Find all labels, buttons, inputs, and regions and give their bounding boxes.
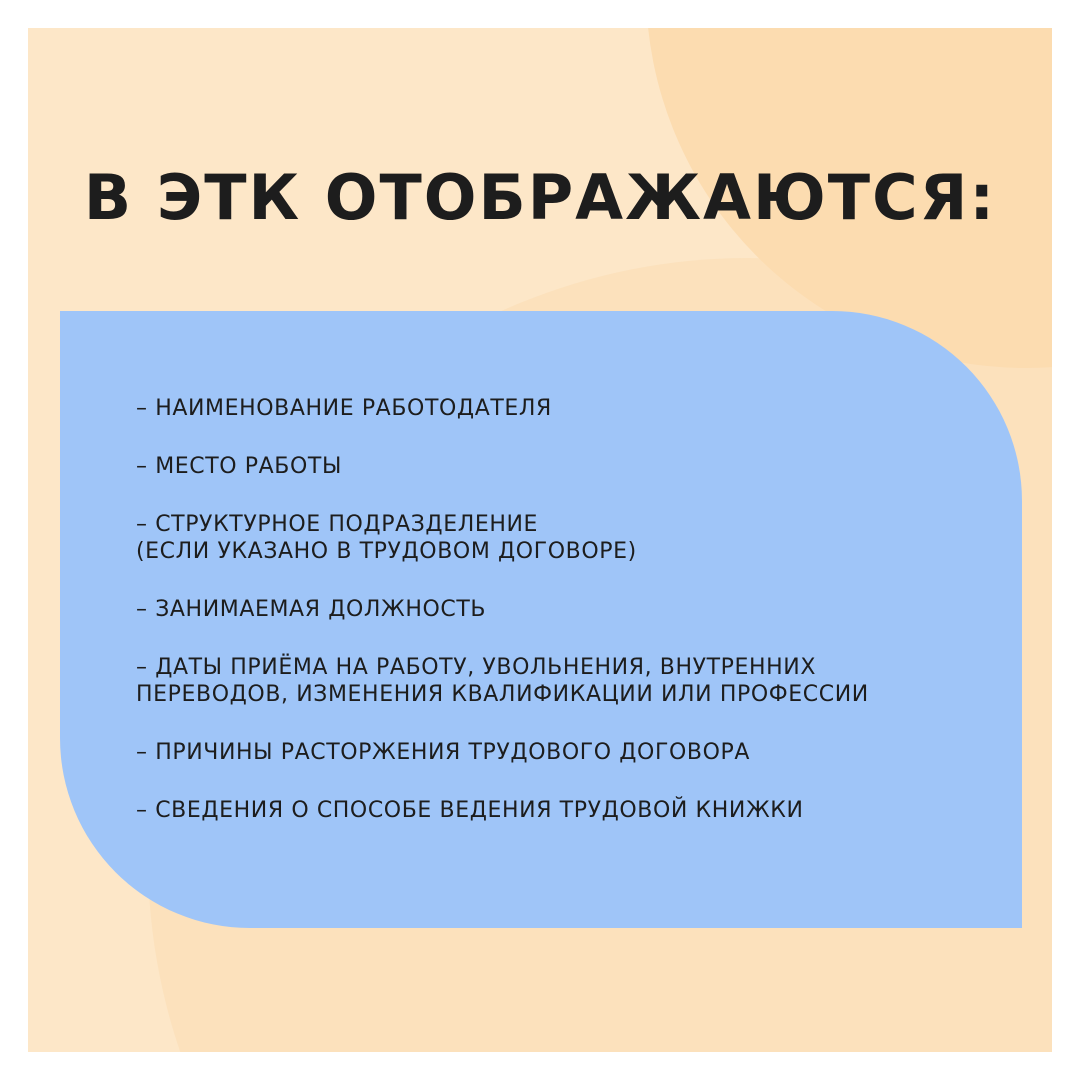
page-title: В ЭТК ОТОБРАЖАЮТСЯ:	[83, 161, 997, 234]
list-item: – НАИМЕНОВАНИЕ РАБОТОДАТЕЛЯ	[136, 396, 552, 421]
list-item: – ЗАНИМАЕМАЯ ДОЛЖНОСТЬ	[136, 597, 487, 622]
list-item: – СТРУКТУРНОЕ ПОДРАЗДЕЛЕНИЕ (ЕСЛИ УКАЗАНО В ТРУДОВОМ ДОГОВОРЕ)	[136, 512, 637, 564]
info-panel	[60, 311, 1022, 928]
info-list	[136, 395, 1006, 855]
list-item: – МЕСТО РАБОТЫ	[136, 454, 342, 479]
slide-card	[28, 28, 1052, 1052]
list-item: – ПРИЧИНЫ РАСТОРЖЕНИЯ ТРУДОВОГО ДОГОВОРА	[136, 740, 751, 765]
list-item: – СВЕДЕНИЯ О СПОСОБЕ ВЕДЕНИЯ ТРУДОВОЙ КНИЖКИ	[136, 798, 804, 823]
list-item: – ДАТЫ ПРИЁМА НА РАБОТУ, УВОЛЬНЕНИЯ, ВНУТРЕННИХ ПЕРЕВОДОВ, ИЗМЕНЕНИЯ КВАЛИФИКАЦИИ ИЛИ ПРОФЕССИИ	[136, 655, 869, 707]
